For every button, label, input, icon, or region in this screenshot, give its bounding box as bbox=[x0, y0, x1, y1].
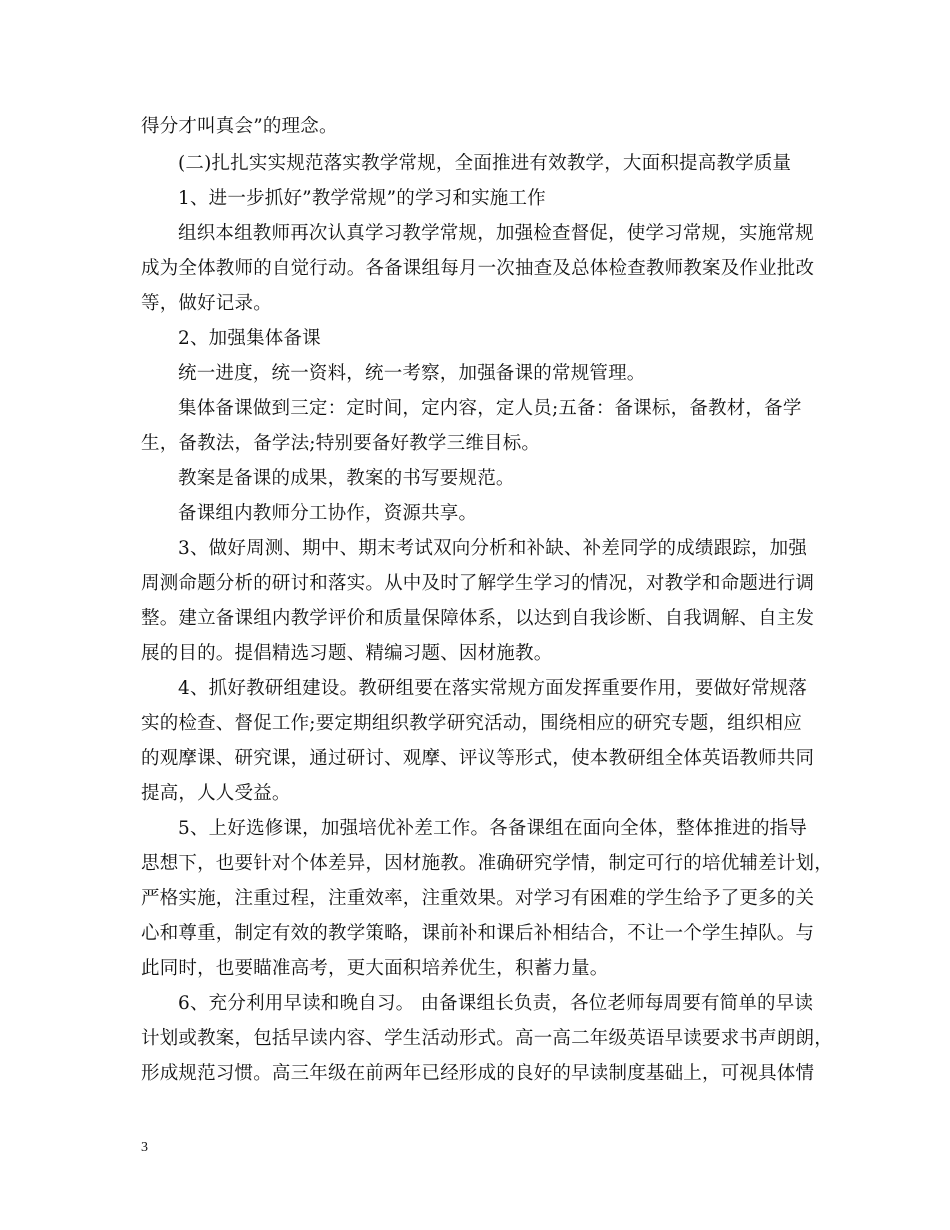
text-line: 成为全体教师的自觉行动。各备课组每月一次抽查及总体检查教师教案及作业批改 bbox=[141, 258, 815, 279]
text-line: 提高，人人受益。 bbox=[141, 783, 291, 804]
text-line: 5、上好选修课，加强培优补差工作。各备课组在面向全体，整体推进的指导 bbox=[178, 818, 808, 839]
text-line: 组织本组教师再次认真学习教学常规，加强检查督促，使学习常规，实施常规 bbox=[178, 223, 814, 244]
text-line: 形成规范习惯。高三年级在前两年已经形成的良好的早读制度基础上，可视具体情 bbox=[141, 1063, 815, 1084]
text-line: 3、做好周测、期中、期末考试双向分析和补缺、补差同学的成绩跟踪，加强 bbox=[178, 538, 808, 559]
text-line: 的观摩课、研究课，通过研讨、观摩、评议等形式，使本教研组全体英语教师共同 bbox=[141, 748, 815, 769]
item-heading: 1、进一步抓好”教学常规”的学习和实施工作 bbox=[178, 188, 546, 209]
text-line: 实的检查、督促工作;要定期组织教学研究活动，围绕相应的研究专题，组织相应 bbox=[141, 713, 802, 734]
text-line: 4、抓好教研组建设。教研组要在落实常规方面发挥重要作用，要做好常规落 bbox=[178, 678, 808, 699]
text-line: 统一进度，统一资料，统一考察，加强备课的常规管理。 bbox=[178, 363, 646, 384]
text-line: 心和尊重，制定有效的教学策略，课前补和课后补相结合，不让一个学生掉队。与 bbox=[141, 923, 815, 944]
text-line: 6、充分利用早读和晚自习。 由备课组长负责，各位老师每周要有简单的早读 bbox=[178, 993, 814, 1014]
text-line: 备课组内教师分工协作，资源共享。 bbox=[178, 503, 478, 524]
text-line: 严格实施，注重过程，注重效率，注重效果。对学习有困难的学生给予了更多的关 bbox=[141, 888, 815, 909]
text-line: 思想下，也要针对个体差异，因材施教。准确研究学情，制定可行的培优辅差计划， bbox=[141, 853, 833, 874]
text-line: 教案是备课的成果，教案的书写要规范。 bbox=[178, 468, 515, 489]
text-line: 计划或教案，包括早读内容、学生活动形式。高一高二年级英语早读要求书声朗朗， bbox=[141, 1028, 833, 1049]
page-number: 3 bbox=[141, 1140, 148, 1155]
section-heading: (二)扎扎实实规范落实教学常规，全面推进有效教学，大面积提高教学质量 bbox=[178, 153, 792, 174]
text-line: 集体备课做到三定：定时间，定内容，定人员;五备：备课标，备教材，备学 bbox=[178, 398, 802, 419]
text-line: 周测命题分析的研讨和落实。从中及时了解学生学习的情况，对教学和命题进行调 bbox=[141, 573, 815, 594]
text-line: 整。建立备课组内教学评价和质量保障体系，以达到自我诊断、自我调解、自主发 bbox=[141, 608, 815, 629]
item-heading: 2、加强集体备课 bbox=[178, 328, 321, 349]
text-line: 等，做好记录。 bbox=[141, 293, 272, 314]
text-line: 此同时，也要瞄准高考，更大面积培养优生，积蓄力量。 bbox=[141, 958, 609, 979]
text-line: 生，备教法，备学法;特别要备好教学三维目标。 bbox=[141, 433, 541, 454]
text-line: 展的目的。提倡精选习题、精编习题、因材施教。 bbox=[141, 643, 553, 664]
text-line: 得分才叫真会”的理念。 bbox=[141, 116, 338, 137]
